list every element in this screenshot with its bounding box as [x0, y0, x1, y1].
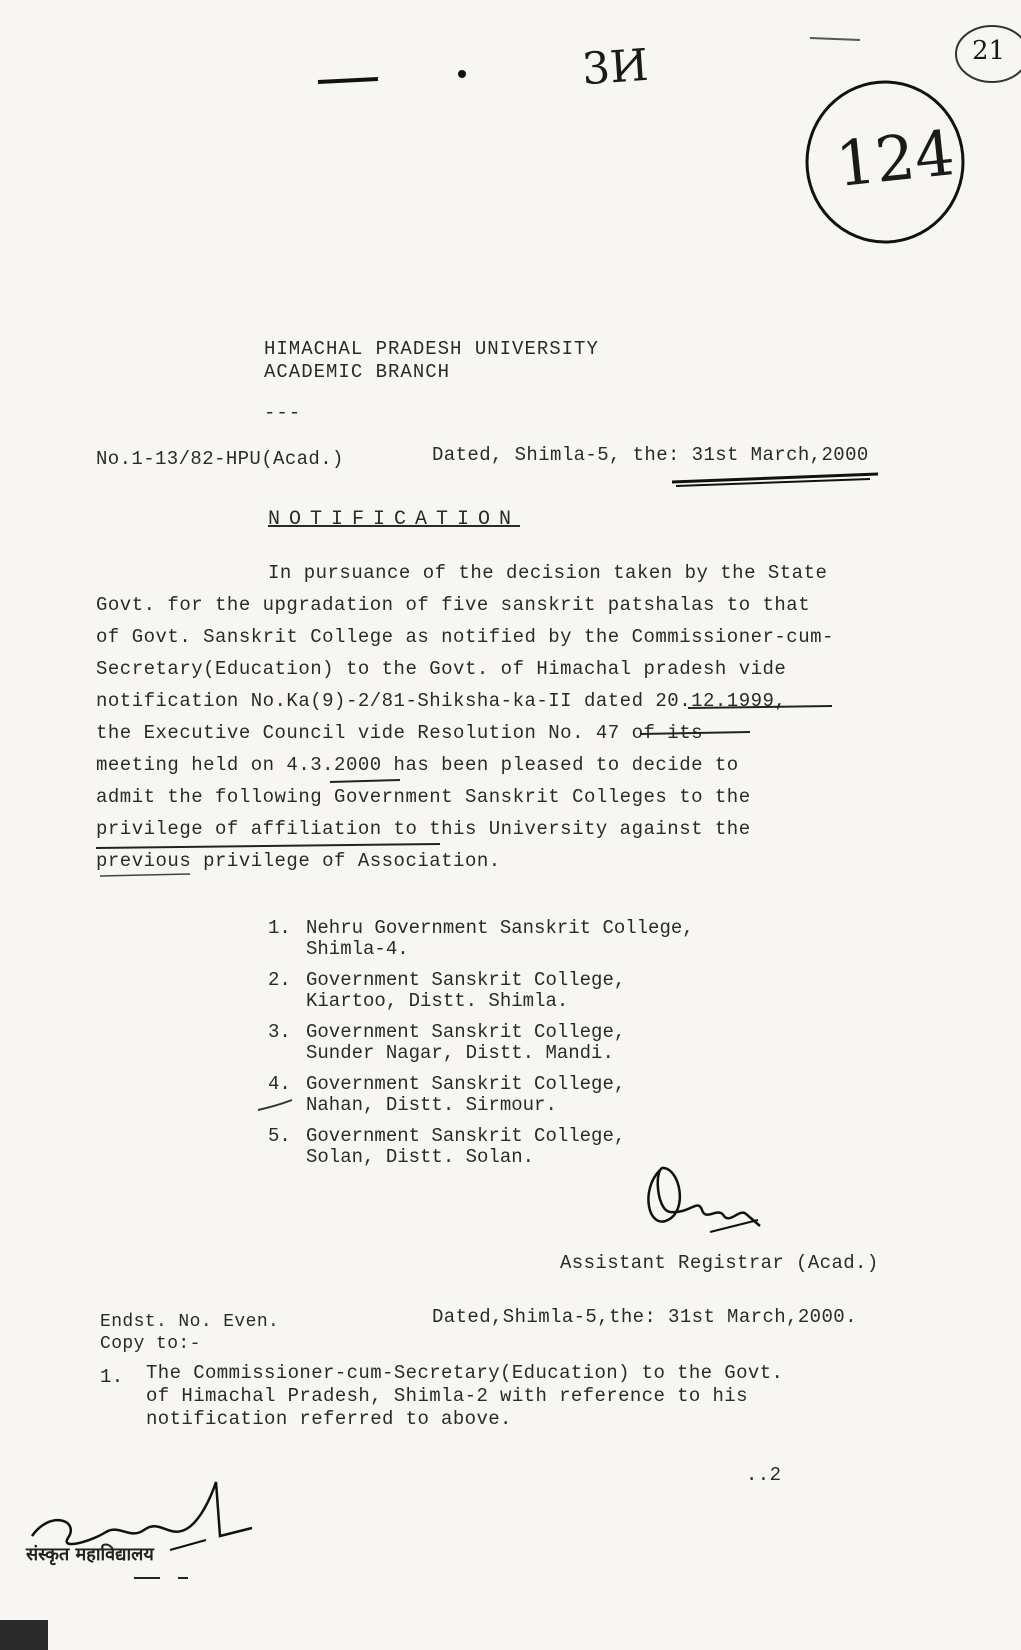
top-handwritten-mark: 3И: [580, 39, 651, 96]
body-underlines: [0, 560, 1021, 900]
branch-name: ACADEMIC BRANCH: [264, 361, 451, 383]
body-line: notification No.Ka(9)-2/81-Shiksha-ka-II dated 20.12.1999,: [96, 690, 787, 712]
copy-item-line: of Himachal Pradesh, Shimla-2 with reference to his: [146, 1385, 748, 1407]
body-line: privilege of affiliation to this University against the: [96, 818, 751, 840]
reference-dated: [432, 444, 869, 466]
list-number: 4.: [268, 1073, 291, 1095]
header-divider: ---: [264, 402, 302, 424]
notification-title: NOTIFICATION: [268, 508, 521, 531]
corner-number: 21: [972, 36, 1006, 66]
college-location: Kiartoo, Distt. Shimla.: [306, 990, 569, 1012]
endorsement-date: Dated,Shimla-5,the: 31st March,2000.: [432, 1306, 857, 1328]
college-name: Government Sanskrit College,: [306, 1073, 626, 1095]
university-name: HIMACHAL PRADESH UNIVERSITY: [264, 338, 599, 360]
page-number: ..2: [746, 1464, 782, 1486]
college-name: Government Sanskrit College,: [306, 1021, 626, 1043]
date-underline: [0, 466, 1021, 506]
body-line: meeting held on 4.3.2000 has been pleased to decide to: [96, 754, 739, 776]
body-line: admit the following Government Sanskrit Colleges to the: [96, 786, 751, 808]
college-stamp: संस्कृत महाविद्यालय: [26, 1544, 154, 1565]
reference-date: 31st March,2000: [691, 444, 869, 466]
stamp-dashes: [130, 1568, 210, 1588]
college-list: [268, 918, 694, 1168]
list-item: [268, 1074, 694, 1116]
signature-drawing: [640, 1150, 780, 1260]
list-tick-mark: [256, 1092, 316, 1122]
list-item: [268, 918, 694, 960]
body-line: Govt. for the upgradation of five sanskrit patshalas to that: [96, 594, 811, 616]
body-line: Secretary(Education) to the Govt. of Himachal pradesh vide: [96, 658, 787, 680]
copy-item-text: [146, 1362, 783, 1431]
reference-number: No.1-13/82-HPU(Acad.): [96, 448, 344, 470]
body-line: previous privilege of Association.: [96, 850, 501, 872]
body-line: In pursuance of the decision taken by the State: [268, 562, 828, 584]
list-number: 5.: [268, 1125, 291, 1147]
copy-item-line: The Commissioner-cum-Secretary(Education) to the Govt.: [146, 1362, 784, 1384]
list-item: [268, 1126, 694, 1168]
corner-shadow: [0, 1620, 48, 1650]
college-location: Solan, Distt. Solan.: [306, 1146, 535, 1168]
college-name: Government Sanskrit College,: [306, 1125, 626, 1147]
copy-item-number: 1.: [100, 1366, 124, 1388]
signatory-designation: Assistant Registrar (Acad.): [560, 1252, 879, 1274]
list-item: [268, 970, 694, 1012]
endorsement-number: Endst. No. Even.: [100, 1312, 280, 1332]
copy-to-label: Copy to:-: [100, 1334, 201, 1354]
copy-item-line: notification referred to above.: [146, 1408, 512, 1430]
list-number: 3.: [268, 1021, 291, 1043]
list-number: 1.: [268, 917, 291, 939]
college-name: Nehru Government Sanskrit College,: [306, 917, 694, 939]
college-location: Sunder Nagar, Distt. Mandi.: [306, 1042, 614, 1064]
college-location: Shimla-4.: [306, 938, 409, 960]
circled-page-number: 124: [832, 116, 958, 201]
list-item: [268, 1022, 694, 1064]
body-line: the Executive Council vide Resolution No. 47 of its: [96, 722, 703, 744]
dated-prefix: Dated, Shimla-5, the:: [432, 444, 680, 466]
college-name: Government Sanskrit College,: [306, 969, 626, 991]
list-number: 2.: [268, 969, 291, 991]
body-line: of Govt. Sanskrit College as notified by the Commissioner-cum-: [96, 626, 834, 648]
college-location: Nahan, Distt. Sirmour.: [306, 1094, 557, 1116]
